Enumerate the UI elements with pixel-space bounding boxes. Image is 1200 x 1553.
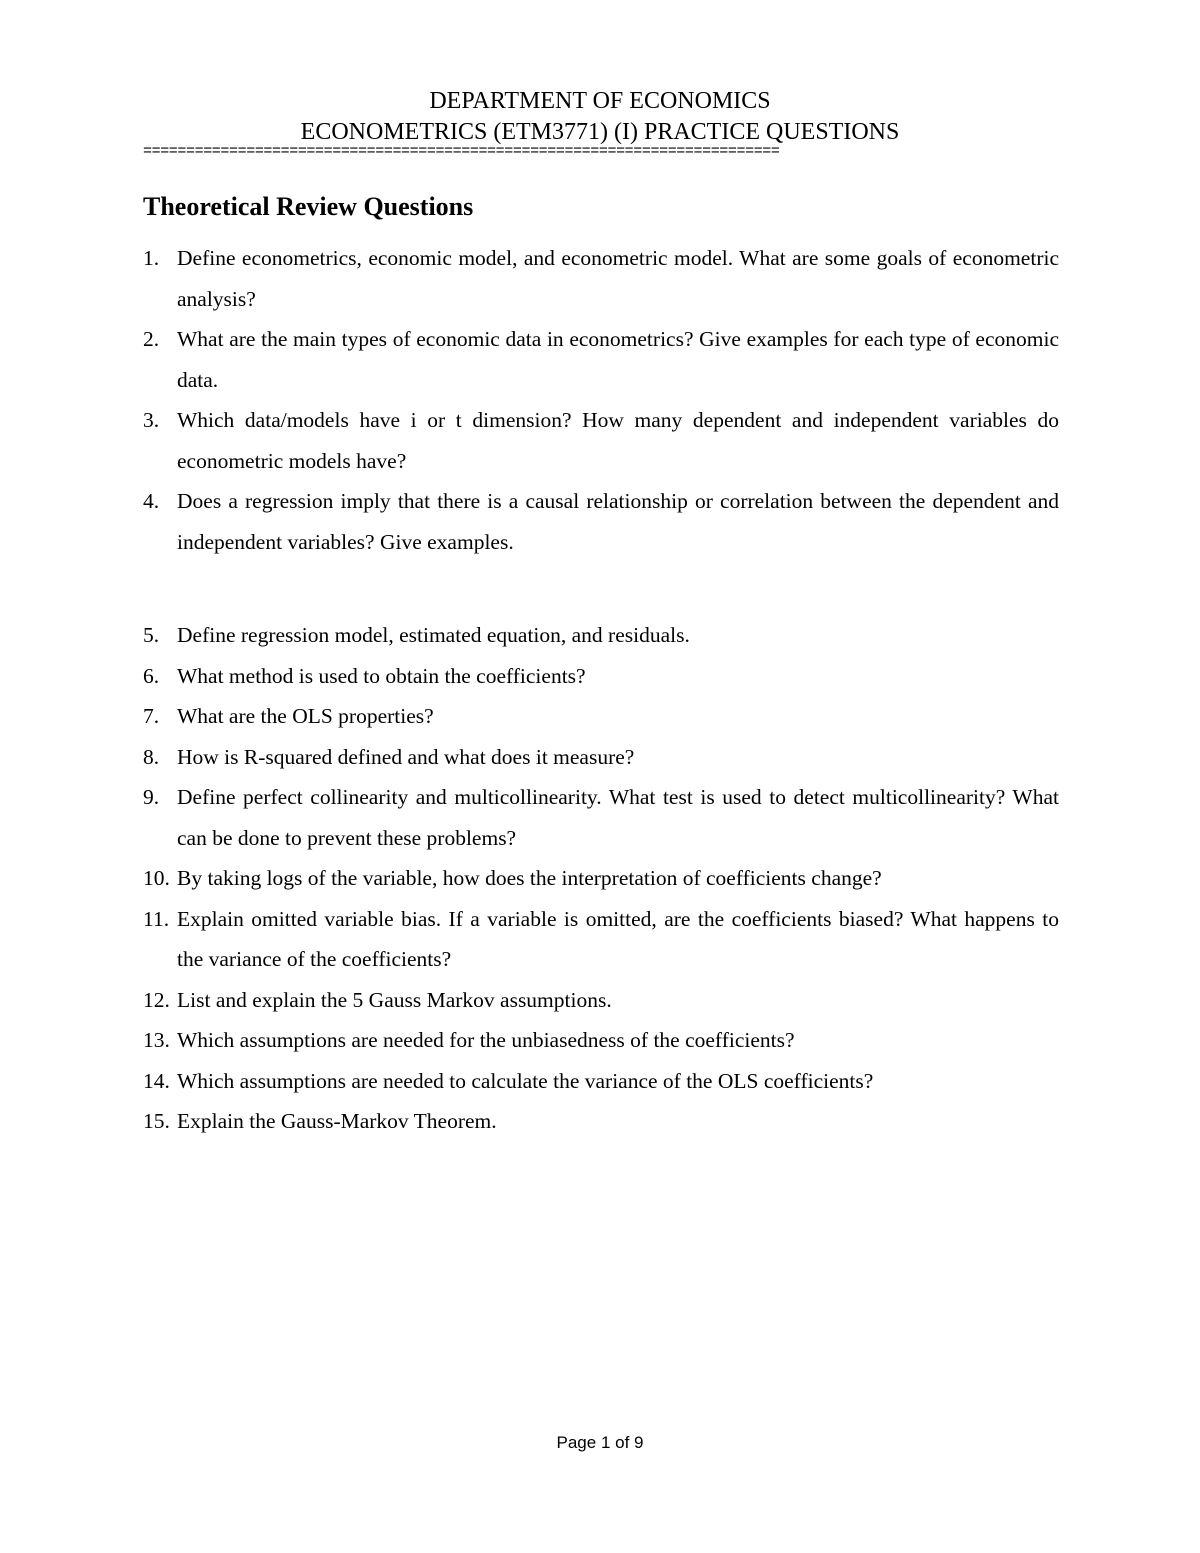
question-text: List and explain the 5 Gauss Markov assumptions.	[177, 987, 612, 1012]
header-separator-rule: ==========================================================================	[143, 143, 780, 160]
question-text: Explain the Gauss-Markov Theorem.	[177, 1109, 497, 1133]
question-text: Explain omitted variable bias. If a variable is omitted, are the coefficients biased? What happens to the variance of the coefficients?	[177, 906, 1059, 971]
question-list-part-2	[143, 615, 1059, 1142]
page-footer	[0, 1431, 1200, 1455]
question-number: 5.	[143, 623, 160, 647]
question-number: 12.	[143, 987, 170, 1012]
question-item	[143, 481, 1059, 562]
question-number: 1.	[143, 246, 160, 270]
question-text: What are the OLS properties?	[177, 704, 434, 728]
question-item	[143, 656, 1059, 697]
question-item	[143, 777, 1059, 858]
question-number: 11.	[143, 906, 170, 931]
question-number: 7.	[143, 704, 160, 728]
question-list-part-1	[143, 238, 1059, 562]
question-text: Which assumptions are needed for the unbiasedness of the coefficients?	[177, 1028, 795, 1052]
question-item	[143, 238, 1059, 319]
department-title: DEPARTMENT OF ECONOMICS	[429, 88, 771, 114]
question-number: 14.	[143, 1068, 170, 1093]
question-item	[143, 615, 1059, 656]
question-text: Define econometrics, economic model, and econometric model. What are some goals of econometric analysis?	[177, 246, 1059, 311]
question-item	[143, 1061, 1059, 1102]
question-item	[143, 319, 1059, 400]
question-number: 13.	[143, 1028, 170, 1052]
question-item	[143, 899, 1059, 980]
question-number: 6.	[143, 663, 160, 688]
question-number: 9.	[143, 785, 160, 809]
question-number: 3.	[143, 408, 160, 432]
question-text: Define regression model, estimated equation, and residuals.	[177, 623, 690, 647]
question-number: 10.	[143, 866, 170, 890]
question-item	[143, 1101, 1059, 1142]
question-item	[143, 980, 1059, 1021]
question-text: Does a regression imply that there is a causal relationship or correlation between the dependent and independent variables? Give examples.	[177, 489, 1059, 554]
question-number: 15.	[143, 1109, 170, 1133]
question-number: 2.	[143, 327, 160, 351]
question-text: Define perfect collinearity and multicollinearity. What test is used to detect multicollinearity? What can be done to prevent these problems?	[177, 785, 1059, 850]
question-text: What are the main types of economic data in econometrics? Give examples for each type of economic data.	[177, 327, 1059, 392]
question-text: By taking logs of the variable, how does the interpretation of coefficients change?	[177, 866, 882, 890]
question-item	[143, 858, 1059, 899]
question-item	[143, 696, 1059, 737]
question-text: What method is used to obtain the coefficients?	[177, 663, 586, 688]
question-text: Which data/models have i or t dimension? How many dependent and independent variables do econometric models have?	[177, 408, 1059, 473]
question-number: 8.	[143, 744, 160, 769]
section-title: Theoretical Review Questions	[143, 192, 474, 221]
question-item	[143, 400, 1059, 481]
question-item	[143, 1020, 1059, 1061]
question-text: Which assumptions are needed to calculate the variance of the OLS coefficients?	[177, 1068, 874, 1093]
document-header	[0, 86, 1200, 148]
course-title: ECONOMETRICS (ETM3771) (I) PRACTICE QUESTIONS	[300, 119, 900, 145]
page-number: Page 1 of 9	[556, 1433, 644, 1452]
question-number: 4.	[143, 489, 160, 513]
question-item	[143, 737, 1059, 778]
question-text: How is R-squared defined and what does it measure?	[177, 744, 635, 769]
